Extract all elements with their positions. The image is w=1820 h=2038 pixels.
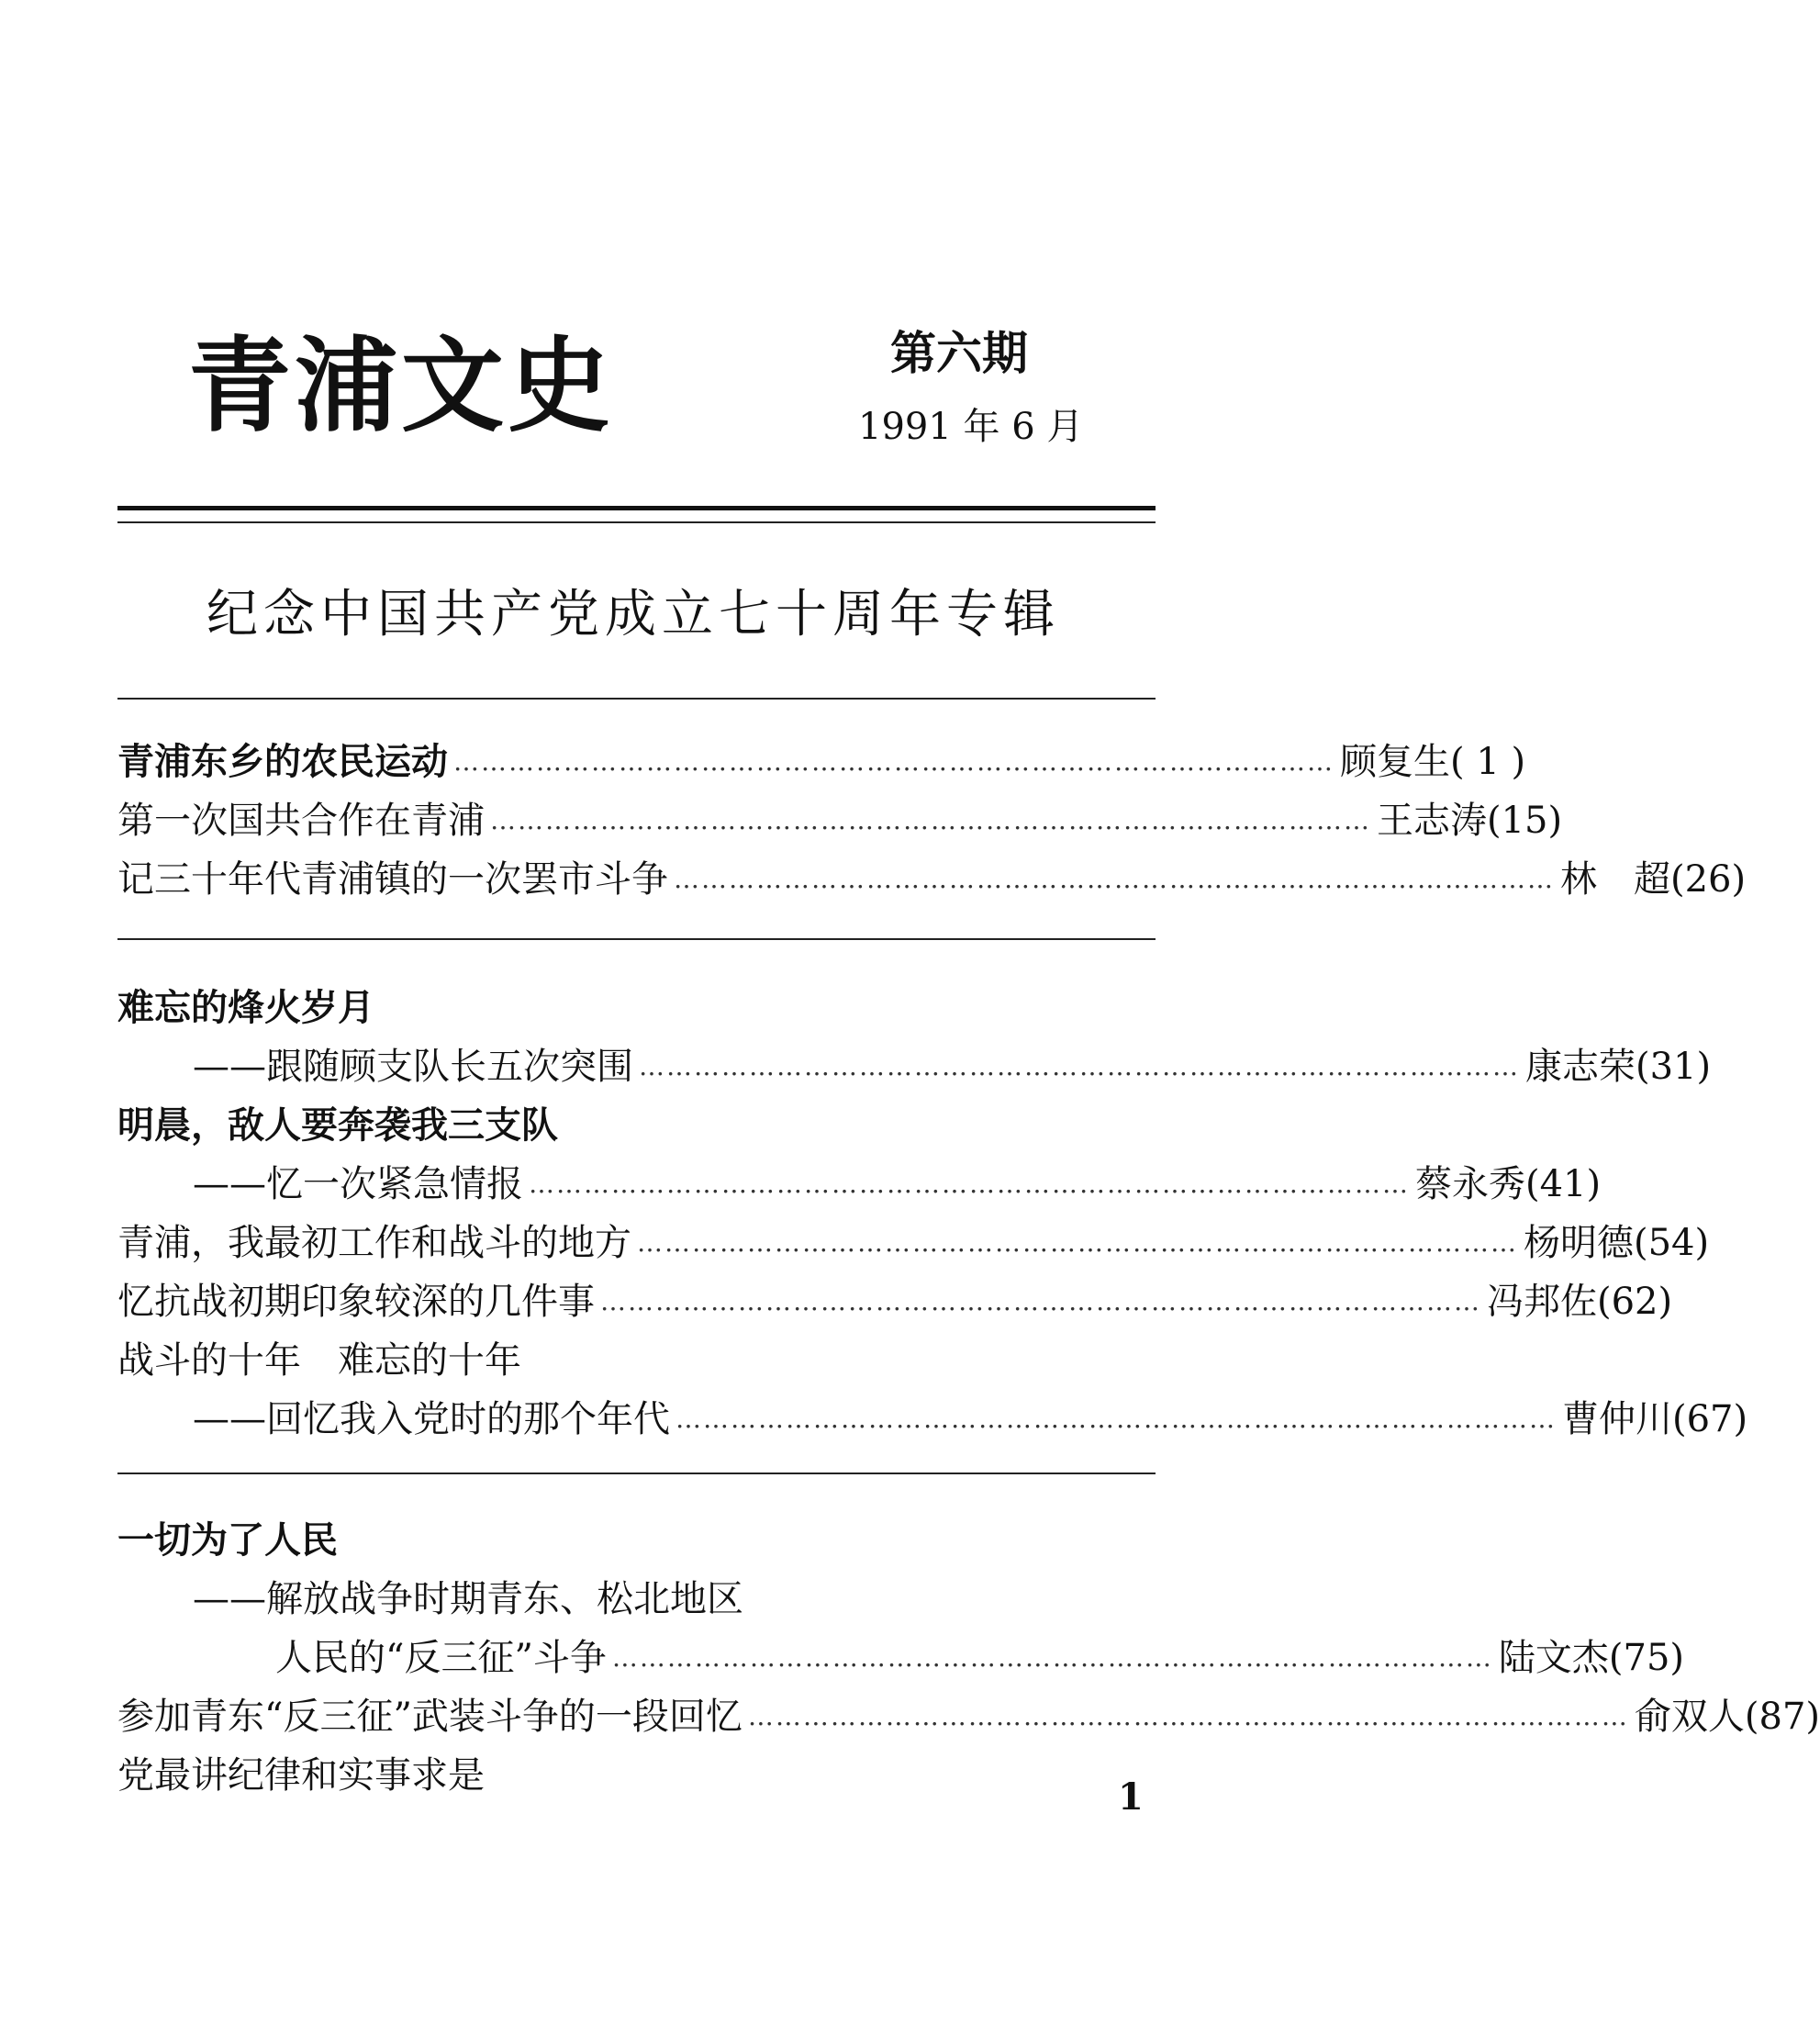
- toc-entry[interactable]: [117, 1691, 1820, 1742]
- leader-dots: ……………………………………………………………………………………: [747, 1701, 1629, 1731]
- entry-author: 冯邦佐: [1487, 1281, 1597, 1323]
- entry-author: 林 超: [1560, 858, 1670, 901]
- toc-subheading: [193, 1573, 1164, 1625]
- leader-dots: ……………………………………………………………………………………: [611, 1642, 1493, 1673]
- entry-author: 蔡永秀: [1415, 1163, 1525, 1205]
- entry-title: 青浦，我最初工作和战斗的地方: [117, 1222, 631, 1264]
- entry-page: (75): [1608, 1637, 1685, 1679]
- entry-author: 顾复生: [1340, 741, 1450, 783]
- special-issue-title: 纪念中国共产党成立七十周年专辑: [207, 585, 1060, 644]
- entry-title: 战斗的十年 难忘的十年: [117, 1339, 521, 1382]
- toc-entry[interactable]: [117, 854, 1747, 905]
- toc-heading[interactable]: [117, 1100, 1164, 1151]
- entry-author: 陆文杰: [1498, 1637, 1609, 1679]
- entry-title: 青浦东乡的农民运动: [117, 741, 448, 783]
- entry-author: 曹仲川: [1562, 1398, 1672, 1440]
- section-divider: [117, 1473, 1156, 1474]
- entry-page: (67): [1672, 1398, 1748, 1440]
- entry-page: (62): [1597, 1281, 1673, 1323]
- toc-entry[interactable]: [193, 1041, 1712, 1092]
- entry-page: (41): [1525, 1163, 1602, 1205]
- issue-date: 1991 年 6 月: [858, 406, 1084, 448]
- entry-page: (31): [1636, 1046, 1712, 1088]
- leader-dots: ……………………………………………………………………………………: [453, 746, 1334, 777]
- leader-dots: ……………………………………………………………………………………: [639, 1051, 1520, 1081]
- entry-subtitle: ——回忆我入党时的那个年代: [193, 1398, 670, 1440]
- entry-author: 杨明德: [1524, 1222, 1634, 1264]
- entry-subtitle: 人民的“反三征”斗争: [275, 1637, 607, 1679]
- entry-page: (26): [1670, 858, 1747, 901]
- entry-title: 忆抗战初期印象较深的几件事: [117, 1281, 595, 1323]
- page-number: 1: [1118, 1775, 1144, 1819]
- entry-title: 参加青东“反三征”武装斗争的一段回忆: [117, 1696, 743, 1738]
- issue-number: 第六期: [890, 326, 1028, 380]
- journal-title: 青浦文史: [188, 326, 614, 446]
- leader-dots: ……………………………………………………………………………………: [490, 805, 1371, 835]
- entry-page: (15): [1487, 800, 1563, 842]
- entry-author: 王志涛: [1377, 800, 1487, 842]
- toc-entry[interactable]: [193, 1394, 1748, 1445]
- leader-dots: ……………………………………………………………………………………: [600, 1286, 1481, 1316]
- leader-dots: ……………………………………………………………………………………: [529, 1169, 1410, 1199]
- entry-author: 俞双人: [1634, 1696, 1745, 1738]
- toc-entry[interactable]: [193, 1159, 1602, 1210]
- entry-subtitle: ——跟随顾支队长五次突围: [193, 1046, 633, 1088]
- toc-entry[interactable]: [117, 795, 1563, 846]
- entry-title: 一切为了人民: [117, 1519, 338, 1562]
- entry-subtitle: ——解放战争时期青东、松北地区: [193, 1578, 743, 1620]
- leader-dots: ……………………………………………………………………………………: [637, 1227, 1518, 1258]
- entry-page: (54): [1634, 1222, 1710, 1264]
- toc-entry[interactable]: [117, 1217, 1710, 1269]
- entry-page: ( 1 ): [1450, 741, 1526, 783]
- toc-entry[interactable]: [117, 736, 1526, 788]
- entry-subtitle: ——忆一次紧急情报: [193, 1163, 523, 1205]
- toc-heading[interactable]: [117, 1515, 1164, 1566]
- section-divider: [117, 698, 1156, 700]
- toc-entry[interactable]: [117, 1276, 1673, 1327]
- entry-title: 明晨，敌人要奔袭我三支队: [117, 1104, 558, 1147]
- toc-heading[interactable]: [117, 1335, 1164, 1386]
- toc-entry[interactable]: [275, 1632, 1685, 1684]
- section-divider: [117, 938, 1156, 940]
- toc-heading[interactable]: [117, 1750, 1164, 1801]
- header-rule-thin: [117, 521, 1156, 523]
- header-rule-thick: [117, 506, 1156, 510]
- entry-title: 第一次国共合作在青浦: [117, 800, 485, 842]
- entry-title: 党最讲纪律和实事求是: [117, 1754, 485, 1797]
- entry-title: 难忘的烽火岁月: [117, 987, 374, 1029]
- leader-dots: ……………………………………………………………………………………: [676, 1404, 1557, 1434]
- leader-dots: ……………………………………………………………………………………: [674, 864, 1555, 894]
- entry-page: (87): [1744, 1696, 1820, 1738]
- entry-author: 康志荣: [1525, 1046, 1636, 1088]
- entry-title: 记三十年代青浦镇的一次罢市斗争: [117, 858, 668, 901]
- toc-heading[interactable]: [117, 982, 1164, 1034]
